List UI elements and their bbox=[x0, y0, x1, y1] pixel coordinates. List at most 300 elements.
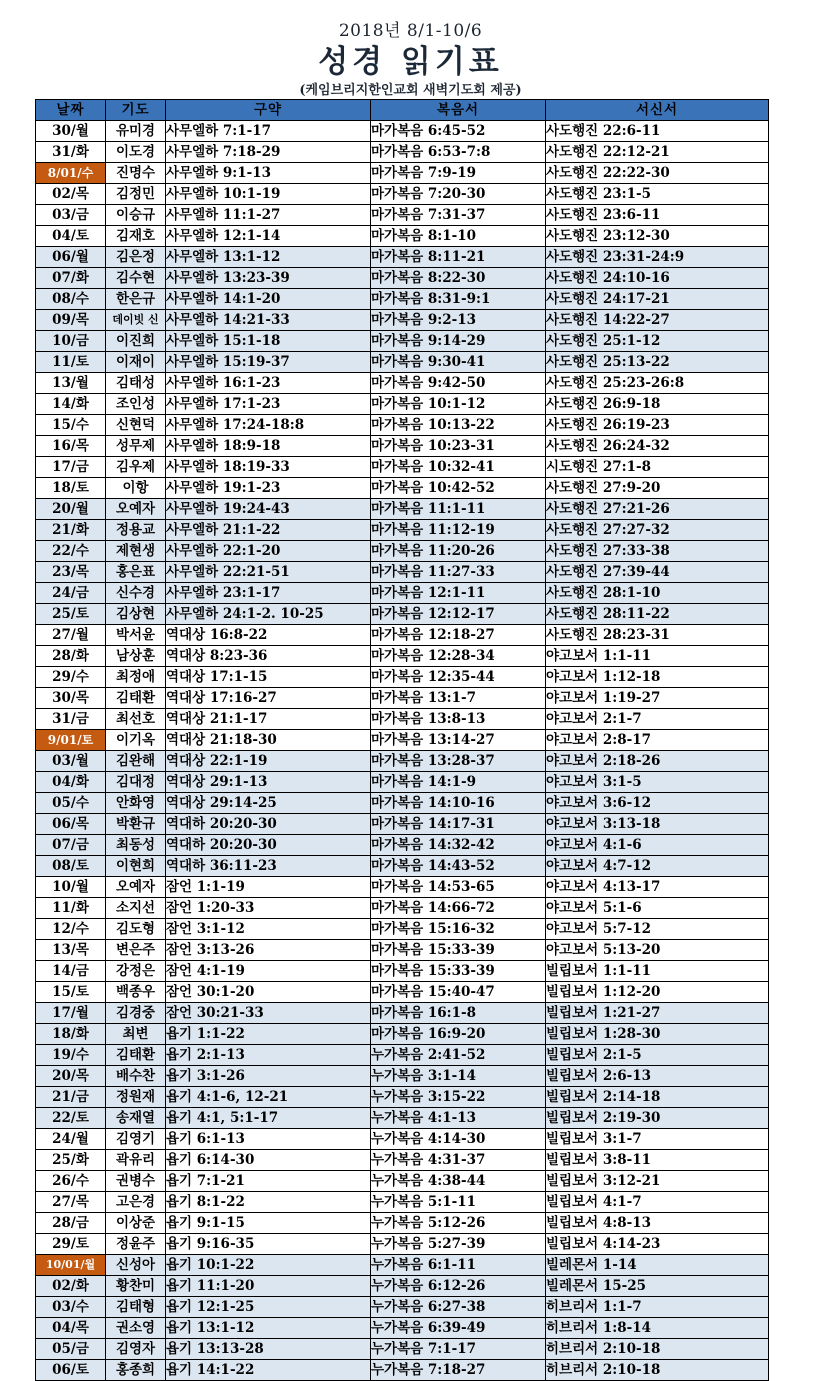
cell-old-testament: 역대상 21:1-17 bbox=[166, 709, 371, 730]
cell-epistle: 사도행진 26:9-18 bbox=[546, 394, 769, 415]
cell-old-testament: 역대상 29:1-13 bbox=[166, 772, 371, 793]
cell-prayer-name: 신현덕 bbox=[106, 415, 166, 436]
cell-gospel: 마가복음 11:12-19 bbox=[371, 520, 546, 541]
cell-gospel: 마가복음 13:8-13 bbox=[371, 709, 546, 730]
table-row bbox=[36, 415, 769, 436]
table-row bbox=[36, 1276, 769, 1297]
cell-prayer-name: 박서윤 bbox=[106, 625, 166, 646]
cell-gospel: 마가복음 12:18-27 bbox=[371, 625, 546, 646]
cell-prayer-name: 최변 bbox=[106, 1024, 166, 1045]
cell-date: 21/금 bbox=[36, 1087, 106, 1108]
table-row bbox=[36, 142, 769, 163]
cell-epistle: 히브리서 2:10-18 bbox=[546, 1360, 769, 1381]
cell-date: 16/목 bbox=[36, 436, 106, 457]
cell-epistle: 빌레몬서 15-25 bbox=[546, 1276, 769, 1297]
cell-date: 30/목 bbox=[36, 688, 106, 709]
cell-prayer-name: 김영자 bbox=[106, 1339, 166, 1360]
cell-prayer-name: 최정애 bbox=[106, 667, 166, 688]
cell-epistle: 사도행진 25:1-12 bbox=[546, 331, 769, 352]
column-header-old-testament: 구약 bbox=[166, 100, 371, 121]
cell-old-testament: 사무엘하 16:1-23 bbox=[166, 373, 371, 394]
cell-old-testament: 사무엘하 23:1-17 bbox=[166, 583, 371, 604]
cell-old-testament: 잠언 3:13-26 bbox=[166, 940, 371, 961]
cell-date: 04/화 bbox=[36, 772, 106, 793]
cell-prayer-name: 이승규 bbox=[106, 205, 166, 226]
cell-date: 21/화 bbox=[36, 520, 106, 541]
cell-old-testament: 사무엘하 19:1-23 bbox=[166, 478, 371, 499]
cell-old-testament: 사무엘하 12:1-14 bbox=[166, 226, 371, 247]
cell-old-testament: 역대하 20:20-30 bbox=[166, 835, 371, 856]
cell-date: 11/토 bbox=[36, 352, 106, 373]
table-row bbox=[36, 352, 769, 373]
cell-date: 10/금 bbox=[36, 331, 106, 352]
cell-gospel: 마가복음 10:13-22 bbox=[371, 415, 546, 436]
cell-old-testament: 역대하 36:11-23 bbox=[166, 856, 371, 877]
cell-epistle: 빌립보서 1:12-20 bbox=[546, 982, 769, 1003]
cell-prayer-name: 김상현 bbox=[106, 604, 166, 625]
cell-prayer-name: 송재열 bbox=[106, 1108, 166, 1129]
cell-gospel: 마가복음 13:14-27 bbox=[371, 730, 546, 751]
cell-epistle: 히브리서 2:10-18 bbox=[546, 1339, 769, 1360]
cell-prayer-name: 김태환 bbox=[106, 1045, 166, 1066]
cell-epistle: 사도행진 26:19-23 bbox=[546, 415, 769, 436]
table-row bbox=[36, 604, 769, 625]
cell-prayer-name: 고은경 bbox=[106, 1192, 166, 1213]
cell-gospel: 누가복음 4:14-30 bbox=[371, 1129, 546, 1150]
cell-prayer-name: 김태성 bbox=[106, 373, 166, 394]
cell-prayer-name: 유미경 bbox=[106, 121, 166, 142]
cell-date: 02/목 bbox=[36, 184, 106, 205]
cell-date: 15/수 bbox=[36, 415, 106, 436]
table-row bbox=[36, 1066, 769, 1087]
cell-date: 8/01/수 bbox=[36, 163, 106, 184]
cell-date: 07/화 bbox=[36, 268, 106, 289]
cell-prayer-name: 김태형 bbox=[106, 1297, 166, 1318]
cell-date: 04/목 bbox=[36, 1318, 106, 1339]
schedule-table-container bbox=[35, 99, 768, 1381]
cell-gospel: 마가복음 16:9-20 bbox=[371, 1024, 546, 1045]
cell-gospel: 마가복음 14:10-16 bbox=[371, 793, 546, 814]
cell-old-testament: 욥기 8:1-22 bbox=[166, 1192, 371, 1213]
cell-old-testament: 역대상 17:1-15 bbox=[166, 667, 371, 688]
table-row bbox=[36, 730, 769, 751]
cell-prayer-name: 조인성 bbox=[106, 394, 166, 415]
cell-gospel: 누가복음 4:1-13 bbox=[371, 1108, 546, 1129]
table-row bbox=[36, 499, 769, 520]
cell-epistle: 야고보서 1:19-27 bbox=[546, 688, 769, 709]
cell-date: 04/토 bbox=[36, 226, 106, 247]
cell-date: 03/월 bbox=[36, 751, 106, 772]
cell-gospel: 마가복음 6:45-52 bbox=[371, 121, 546, 142]
cell-date: 31/화 bbox=[36, 142, 106, 163]
table-row bbox=[36, 1297, 769, 1318]
cell-gospel: 마가복음 13:28-37 bbox=[371, 751, 546, 772]
cell-old-testament: 사무엘하 7:1-17 bbox=[166, 121, 371, 142]
cell-epistle: 사도행진 23:1-5 bbox=[546, 184, 769, 205]
cell-date: 14/화 bbox=[36, 394, 106, 415]
cell-prayer-name: 이항 bbox=[106, 478, 166, 499]
cell-prayer-name: 김우제 bbox=[106, 457, 166, 478]
cell-prayer-name: 데이빗 신 bbox=[106, 310, 166, 331]
cell-prayer-name: 배수찬 bbox=[106, 1066, 166, 1087]
cell-date: 02/화 bbox=[36, 1276, 106, 1297]
cell-epistle: 사도행진 24:10-16 bbox=[546, 268, 769, 289]
cell-gospel: 누가복음 6:1-11 bbox=[371, 1255, 546, 1276]
cell-gospel: 마가복음 8:11-21 bbox=[371, 247, 546, 268]
cell-date: 10/01/월 bbox=[36, 1255, 106, 1276]
cell-gospel: 누가복음 4:31-37 bbox=[371, 1150, 546, 1171]
cell-old-testament: 사무엘하 22:1-20 bbox=[166, 541, 371, 562]
table-row bbox=[36, 520, 769, 541]
cell-date: 24/금 bbox=[36, 583, 106, 604]
cell-prayer-name: 정원재 bbox=[106, 1087, 166, 1108]
cell-old-testament: 욥기 9:16-35 bbox=[166, 1234, 371, 1255]
table-row bbox=[36, 478, 769, 499]
page-header bbox=[0, 0, 821, 99]
cell-prayer-name: 김영기 bbox=[106, 1129, 166, 1150]
cell-old-testament: 역대상 21:18-30 bbox=[166, 730, 371, 751]
table-row bbox=[36, 394, 769, 415]
cell-epistle: 사도행진 28:1-10 bbox=[546, 583, 769, 604]
cell-date: 20/목 bbox=[36, 1066, 106, 1087]
cell-date: 19/수 bbox=[36, 1045, 106, 1066]
table-row bbox=[36, 919, 769, 940]
table-row bbox=[36, 1318, 769, 1339]
cell-gospel: 마가복음 9:2-13 bbox=[371, 310, 546, 331]
cell-epistle: 빌립보서 1:28-30 bbox=[546, 1024, 769, 1045]
cell-epistle: 사도행진 23:6-11 bbox=[546, 205, 769, 226]
table-row bbox=[36, 268, 769, 289]
table-row bbox=[36, 625, 769, 646]
cell-gospel: 마가복음 12:1-11 bbox=[371, 583, 546, 604]
cell-prayer-name: 제현생 bbox=[106, 541, 166, 562]
cell-epistle: 빌립보서 2:14-18 bbox=[546, 1087, 769, 1108]
table-row bbox=[36, 646, 769, 667]
cell-gospel: 마가복음 14:66-72 bbox=[371, 898, 546, 919]
table-row bbox=[36, 1024, 769, 1045]
cell-prayer-name: 홍은표 bbox=[106, 562, 166, 583]
cell-prayer-name: 이현희 bbox=[106, 856, 166, 877]
table-row bbox=[36, 163, 769, 184]
table-row bbox=[36, 247, 769, 268]
cell-gospel: 마가복음 16:1-8 bbox=[371, 1003, 546, 1024]
cell-old-testament: 욥기 7:1-21 bbox=[166, 1171, 371, 1192]
table-row bbox=[36, 856, 769, 877]
cell-gospel: 마가복음 15:40-47 bbox=[371, 982, 546, 1003]
cell-prayer-name: 안화영 bbox=[106, 793, 166, 814]
cell-prayer-name: 오예자 bbox=[106, 499, 166, 520]
cell-epistle: 야고보서 5:13-20 bbox=[546, 940, 769, 961]
cell-old-testament: 욥기 6:14-30 bbox=[166, 1150, 371, 1171]
cell-date: 18/화 bbox=[36, 1024, 106, 1045]
cell-epistle: 사도행진 23:12-30 bbox=[546, 226, 769, 247]
table-row bbox=[36, 814, 769, 835]
cell-gospel: 누가복음 5:27-39 bbox=[371, 1234, 546, 1255]
cell-old-testament: 욥기 12:1-25 bbox=[166, 1297, 371, 1318]
schedule-table bbox=[35, 99, 769, 1381]
cell-prayer-name: 변은주 bbox=[106, 940, 166, 961]
cell-prayer-name: 김은정 bbox=[106, 247, 166, 268]
cell-old-testament: 사무엘하 21:1-22 bbox=[166, 520, 371, 541]
column-header-prayer: 기도 bbox=[106, 100, 166, 121]
cell-prayer-name: 권병수 bbox=[106, 1171, 166, 1192]
table-row bbox=[36, 1045, 769, 1066]
cell-date: 14/금 bbox=[36, 961, 106, 982]
cell-epistle: 빌립보서 2:1-5 bbox=[546, 1045, 769, 1066]
cell-epistle: 야고보서 3:13-18 bbox=[546, 814, 769, 835]
cell-gospel: 누가복음 5:1-11 bbox=[371, 1192, 546, 1213]
cell-old-testament: 역대상 16:8-22 bbox=[166, 625, 371, 646]
cell-prayer-name: 곽유리 bbox=[106, 1150, 166, 1171]
cell-date: 30/월 bbox=[36, 121, 106, 142]
cell-gospel: 마가복음 15:16-32 bbox=[371, 919, 546, 940]
provider-label: (케임브리지한인교회 새벽기도회 제공) bbox=[299, 83, 522, 99]
cell-prayer-name: 이도경 bbox=[106, 142, 166, 163]
cell-epistle: 야고보서 2:18-26 bbox=[546, 751, 769, 772]
cell-old-testament: 욥기 10:1-22 bbox=[166, 1255, 371, 1276]
cell-prayer-name: 김정민 bbox=[106, 184, 166, 205]
cell-prayer-name: 최동성 bbox=[106, 835, 166, 856]
cell-date: 23/목 bbox=[36, 562, 106, 583]
cell-gospel: 마가복음 12:12-17 bbox=[371, 604, 546, 625]
cell-prayer-name: 한은규 bbox=[106, 289, 166, 310]
table-row bbox=[36, 373, 769, 394]
cell-gospel: 마가복음 11:27-33 bbox=[371, 562, 546, 583]
cell-epistle: 사도행진 22:6-11 bbox=[546, 121, 769, 142]
cell-epistle: 야고보서 4:13-17 bbox=[546, 877, 769, 898]
cell-date: 26/수 bbox=[36, 1171, 106, 1192]
date-range-label: 2018년 8/1-10/6 bbox=[338, 21, 483, 41]
cell-epistle: 사도행진 25:23-26:8 bbox=[546, 373, 769, 394]
table-row bbox=[36, 793, 769, 814]
cell-prayer-name: 박환규 bbox=[106, 814, 166, 835]
cell-prayer-name: 김태환 bbox=[106, 688, 166, 709]
cell-old-testament: 사무엘하 15:1-18 bbox=[166, 331, 371, 352]
cell-gospel: 마가복음 14:32-42 bbox=[371, 835, 546, 856]
cell-prayer-name: 백종우 bbox=[106, 982, 166, 1003]
cell-old-testament: 사무엘하 17:1-23 bbox=[166, 394, 371, 415]
cell-gospel: 누가복음 7:18-27 bbox=[371, 1360, 546, 1381]
cell-epistle: 빌립보서 3:8-11 bbox=[546, 1150, 769, 1171]
cell-gospel: 누가복음 5:12-26 bbox=[371, 1213, 546, 1234]
cell-date: 08/수 bbox=[36, 289, 106, 310]
cell-date: 9/01/토 bbox=[36, 730, 106, 751]
cell-epistle: 빌레몬서 1-14 bbox=[546, 1255, 769, 1276]
cell-old-testament: 역대하 20:20-30 bbox=[166, 814, 371, 835]
cell-epistle: 사도행진 27:9-20 bbox=[546, 478, 769, 499]
cell-date: 12/수 bbox=[36, 919, 106, 940]
cell-old-testament: 역대상 29:14-25 bbox=[166, 793, 371, 814]
cell-date: 17/금 bbox=[36, 457, 106, 478]
cell-prayer-name: 황찬미 bbox=[106, 1276, 166, 1297]
cell-gospel: 마가복음 15:33-39 bbox=[371, 940, 546, 961]
cell-date: 29/수 bbox=[36, 667, 106, 688]
cell-epistle: 히브리서 1:1-7 bbox=[546, 1297, 769, 1318]
cell-old-testament: 사무엘하 11:1-27 bbox=[166, 205, 371, 226]
cell-epistle: 빌립보서 4:1-7 bbox=[546, 1192, 769, 1213]
cell-date: 10/월 bbox=[36, 877, 106, 898]
cell-epistle: 야고보서 4:7-12 bbox=[546, 856, 769, 877]
cell-old-testament: 사무엘하 13:1-12 bbox=[166, 247, 371, 268]
cell-epistle: 야고보서 5:7-12 bbox=[546, 919, 769, 940]
cell-epistle: 히브리서 1:8-14 bbox=[546, 1318, 769, 1339]
cell-prayer-name: 김대정 bbox=[106, 772, 166, 793]
cell-gospel: 마가복음 11:1-11 bbox=[371, 499, 546, 520]
cell-epistle: 사도행진 24:17-21 bbox=[546, 289, 769, 310]
cell-old-testament: 욥기 14:1-22 bbox=[166, 1360, 371, 1381]
cell-epistle: 야고보서 1:1-11 bbox=[546, 646, 769, 667]
cell-date: 25/토 bbox=[36, 604, 106, 625]
cell-epistle: 사도행진 27:39-44 bbox=[546, 562, 769, 583]
cell-gospel: 마가복음 9:42-50 bbox=[371, 373, 546, 394]
cell-gospel: 마가복음 12:28-34 bbox=[371, 646, 546, 667]
cell-date: 22/수 bbox=[36, 541, 106, 562]
cell-old-testament: 사무엘하 17:24-18:8 bbox=[166, 415, 371, 436]
cell-old-testament: 욥기 4:1-6, 12-21 bbox=[166, 1087, 371, 1108]
table-row bbox=[36, 457, 769, 478]
cell-epistle: 야고보서 2:1-7 bbox=[546, 709, 769, 730]
cell-old-testament: 잠언 3:1-12 bbox=[166, 919, 371, 940]
cell-date: 03/수 bbox=[36, 1297, 106, 1318]
cell-date: 28/금 bbox=[36, 1213, 106, 1234]
cell-date: 29/토 bbox=[36, 1234, 106, 1255]
table-row bbox=[36, 1171, 769, 1192]
cell-old-testament: 잠언 30:21-33 bbox=[166, 1003, 371, 1024]
cell-epistle: 사도행진 22:12-21 bbox=[546, 142, 769, 163]
cell-gospel: 마가복음 9:30-41 bbox=[371, 352, 546, 373]
table-row bbox=[36, 1255, 769, 1276]
cell-old-testament: 사무엘하 14:1-20 bbox=[166, 289, 371, 310]
cell-gospel: 누가복음 2:41-52 bbox=[371, 1045, 546, 1066]
cell-epistle: 야고보서 1:12-18 bbox=[546, 667, 769, 688]
cell-gospel: 마가복음 10:1-12 bbox=[371, 394, 546, 415]
table-row bbox=[36, 709, 769, 730]
cell-epistle: 사도행진 26:24-32 bbox=[546, 436, 769, 457]
cell-old-testament: 욥기 6:1-13 bbox=[166, 1129, 371, 1150]
cell-date: 31/금 bbox=[36, 709, 106, 730]
table-row bbox=[36, 1339, 769, 1360]
table-row bbox=[36, 898, 769, 919]
cell-gospel: 마가복음 8:31-9:1 bbox=[371, 289, 546, 310]
cell-prayer-name: 김도형 bbox=[106, 919, 166, 940]
column-header-epistle: 서신서 bbox=[546, 100, 769, 121]
cell-gospel: 마가복음 7:31-37 bbox=[371, 205, 546, 226]
cell-gospel: 마가복음 14:17-31 bbox=[371, 814, 546, 835]
column-header-date: 날짜 bbox=[36, 100, 106, 121]
cell-old-testament: 역대상 8:23-36 bbox=[166, 646, 371, 667]
cell-prayer-name: 최선호 bbox=[106, 709, 166, 730]
cell-date: 05/수 bbox=[36, 793, 106, 814]
table-row bbox=[36, 1003, 769, 1024]
table-row bbox=[36, 982, 769, 1003]
cell-date: 06/월 bbox=[36, 247, 106, 268]
table-row bbox=[36, 751, 769, 772]
page-title: 성경 읽기표 bbox=[318, 43, 503, 80]
cell-epistle: 사도행진 25:13-22 bbox=[546, 352, 769, 373]
table-row bbox=[36, 1150, 769, 1171]
table-row bbox=[36, 1360, 769, 1381]
cell-prayer-name: 강정은 bbox=[106, 961, 166, 982]
cell-gospel: 누가복음 6:39-49 bbox=[371, 1318, 546, 1339]
cell-gospel: 누가복음 6:27-38 bbox=[371, 1297, 546, 1318]
cell-prayer-name: 김완해 bbox=[106, 751, 166, 772]
cell-old-testament: 사무엘하 13:23-39 bbox=[166, 268, 371, 289]
cell-prayer-name: 홍종희 bbox=[106, 1360, 166, 1381]
cell-prayer-name: 정용교 bbox=[106, 520, 166, 541]
cell-old-testament: 욥기 2:1-13 bbox=[166, 1045, 371, 1066]
cell-old-testament: 역대상 17:16-27 bbox=[166, 688, 371, 709]
cell-old-testament: 잠언 1:20-33 bbox=[166, 898, 371, 919]
cell-date: 27/월 bbox=[36, 625, 106, 646]
cell-epistle: 사도행진 14:22-27 bbox=[546, 310, 769, 331]
cell-epistle: 야고보서 3:1-5 bbox=[546, 772, 769, 793]
cell-date: 08/토 bbox=[36, 856, 106, 877]
cell-old-testament: 욥기 9:1-15 bbox=[166, 1213, 371, 1234]
table-row bbox=[36, 184, 769, 205]
cell-epistle: 빌립보서 1:1-11 bbox=[546, 961, 769, 982]
cell-prayer-name: 김경중 bbox=[106, 1003, 166, 1024]
cell-prayer-name: 권소영 bbox=[106, 1318, 166, 1339]
table-row bbox=[36, 583, 769, 604]
cell-old-testament: 잠언 30:1-20 bbox=[166, 982, 371, 1003]
table-row bbox=[36, 289, 769, 310]
cell-prayer-name: 성무제 bbox=[106, 436, 166, 457]
cell-date: 25/화 bbox=[36, 1150, 106, 1171]
column-header-gospel: 복음서 bbox=[371, 100, 546, 121]
cell-gospel: 마가복음 12:35-44 bbox=[371, 667, 546, 688]
cell-epistle: 사도행진 23:31-24:9 bbox=[546, 247, 769, 268]
cell-gospel: 마가복음 7:20-30 bbox=[371, 184, 546, 205]
cell-date: 11/화 bbox=[36, 898, 106, 919]
cell-epistle: 사도행진 27:27-32 bbox=[546, 520, 769, 541]
table-row bbox=[36, 310, 769, 331]
cell-prayer-name: 진명수 bbox=[106, 163, 166, 184]
cell-old-testament: 욥기 13:1-12 bbox=[166, 1318, 371, 1339]
cell-date: 06/토 bbox=[36, 1360, 106, 1381]
header-row bbox=[36, 100, 769, 121]
table-row bbox=[36, 1192, 769, 1213]
cell-gospel: 마가복음 14:43-52 bbox=[371, 856, 546, 877]
table-row bbox=[36, 835, 769, 856]
cell-old-testament: 사무엘하 9:1-13 bbox=[166, 163, 371, 184]
cell-old-testament: 사무엘하 10:1-19 bbox=[166, 184, 371, 205]
cell-old-testament: 사무엘하 14:21-33 bbox=[166, 310, 371, 331]
table-row bbox=[36, 940, 769, 961]
cell-epistle: 야고보서 4:1-6 bbox=[546, 835, 769, 856]
cell-gospel: 누가복음 7:1-17 bbox=[371, 1339, 546, 1360]
table-row bbox=[36, 1213, 769, 1234]
cell-gospel: 마가복음 14:53-65 bbox=[371, 877, 546, 898]
table-row bbox=[36, 667, 769, 688]
cell-date: 22/토 bbox=[36, 1108, 106, 1129]
cell-prayer-name: 오예자 bbox=[106, 877, 166, 898]
cell-old-testament: 역대상 22:1-19 bbox=[166, 751, 371, 772]
cell-date: 18/토 bbox=[36, 478, 106, 499]
cell-prayer-name: 이기옥 bbox=[106, 730, 166, 751]
cell-old-testament: 잠언 1:1-19 bbox=[166, 877, 371, 898]
table-row bbox=[36, 562, 769, 583]
cell-gospel: 마가복음 6:53-7:8 bbox=[371, 142, 546, 163]
cell-date: 28/화 bbox=[36, 646, 106, 667]
table-header bbox=[36, 100, 769, 121]
cell-epistle: 빌립보서 3:12-21 bbox=[546, 1171, 769, 1192]
cell-epistle: 빌립보서 4:8-13 bbox=[546, 1213, 769, 1234]
table-row bbox=[36, 1087, 769, 1108]
cell-old-testament: 사무엘하 24:1-2. 10-25 bbox=[166, 604, 371, 625]
cell-gospel: 마가복음 13:1-7 bbox=[371, 688, 546, 709]
cell-epistle: 빌립보서 1:21-27 bbox=[546, 1003, 769, 1024]
cell-gospel: 마가복음 10:42-52 bbox=[371, 478, 546, 499]
